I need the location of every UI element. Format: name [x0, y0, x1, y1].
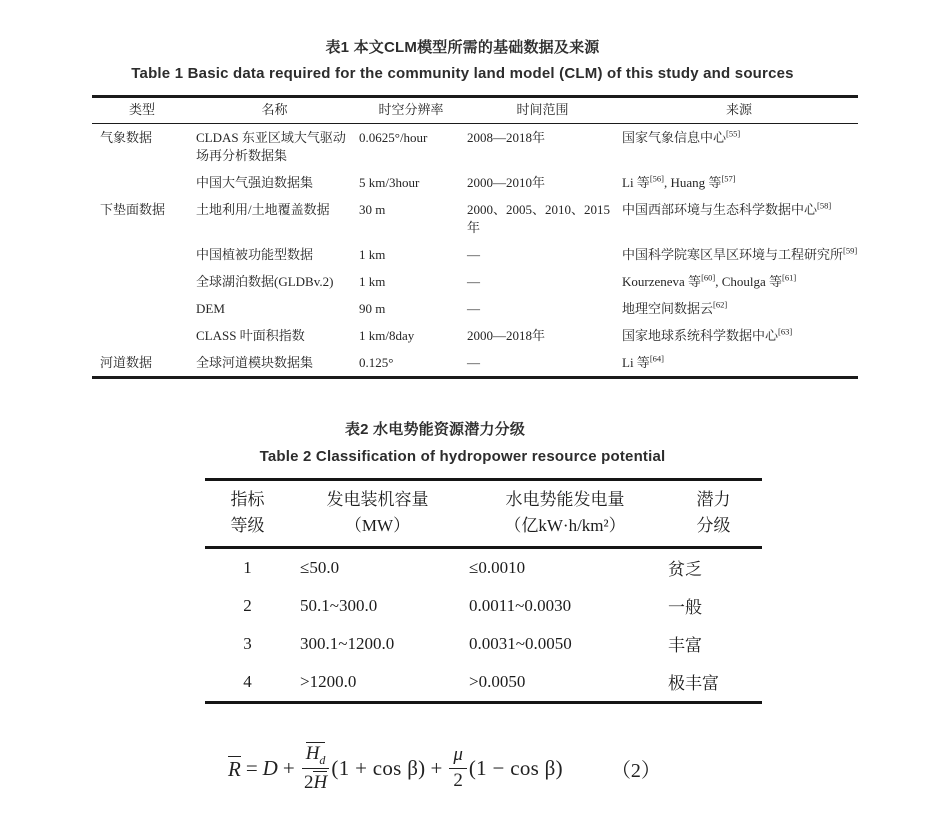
cell-grade: 1 — [243, 557, 252, 577]
table-row — [205, 548, 762, 588]
table2-title-en: Table 2 Classification of hydropower resource potential — [259, 448, 666, 465]
cell-grade: 3 — [243, 633, 252, 653]
cell-resolution: 5 km/3hour — [359, 175, 420, 190]
cell-type — [92, 169, 192, 196]
citation-ref: [61] — [782, 272, 797, 283]
header-line: 潜力 — [696, 490, 731, 509]
table2-header-grade — [205, 480, 290, 548]
cell-period: 2000、2005、2010、2015年 — [467, 202, 611, 235]
table2-header-potential — [665, 480, 762, 548]
header-line: （亿kW·h/km²） — [504, 516, 626, 535]
cell-source — [620, 349, 858, 378]
source-text: Li 等 — [622, 355, 650, 370]
cell-resolution: 1 km — [359, 274, 386, 289]
cell-name: 中国植被功能型数据 — [196, 247, 314, 262]
fraction-denominator — [304, 769, 327, 794]
table1-header-source: 来源 — [620, 97, 858, 124]
table2-header-capacity — [290, 480, 465, 548]
table-row — [92, 196, 858, 241]
header-line: 分级 — [696, 516, 731, 535]
table1-basic-data — [92, 95, 858, 379]
cell-type — [92, 295, 192, 322]
fraction-Hd-over-2H — [302, 742, 330, 794]
table1-header-type: 类型 — [92, 97, 192, 124]
source-text: 国家气象信息中心 — [622, 130, 727, 145]
cell-name: CLASS 叶面积指数 — [196, 328, 305, 343]
table1-header-name: 名称 — [192, 97, 357, 124]
cell-generation: >0.0050 — [469, 671, 526, 691]
citation-ref: [59] — [843, 245, 858, 256]
cell-resolution: 0.0625°/hour — [359, 130, 428, 145]
table1-header-period: 时间范围 — [465, 97, 620, 124]
cell-type — [92, 241, 192, 268]
cell-potential: 极丰富 — [668, 674, 719, 693]
cell-source — [620, 241, 858, 268]
table-row — [92, 349, 858, 378]
cell-type: 河道数据 — [100, 355, 153, 370]
cell-name: 全球河道模块数据集 — [196, 355, 314, 370]
cell-generation: ≤0.0010 — [469, 557, 526, 577]
cell-name: CLDAS 东亚区域大气驱动场再分析数据集 — [196, 130, 346, 163]
cell-period: 2000—2018年 — [467, 328, 546, 343]
table-row — [205, 625, 762, 663]
cell-period: — — [467, 355, 480, 370]
table1-title-en: Table 1 Basic data required for the community land model (CLM) of this study and sources — [131, 65, 794, 82]
cell-type: 气象数据 — [100, 130, 153, 145]
var-D: D — [262, 755, 278, 780]
cell-resolution: 90 m — [359, 301, 386, 316]
term-1-minus-cos-beta: (1 − cos β) — [468, 755, 563, 780]
cell-name: 中国大气强迫数据集 — [196, 175, 314, 190]
fraction-numerator — [302, 742, 330, 769]
table2-header-row — [205, 480, 762, 548]
cell-source — [620, 124, 858, 170]
table-row — [92, 124, 858, 170]
cell-potential: 贫乏 — [668, 560, 702, 579]
header-line: （MW） — [344, 516, 411, 535]
coefficient-2: 2 — [303, 772, 314, 794]
cell-generation: 0.0011~0.0030 — [469, 595, 572, 615]
cell-grade: 4 — [243, 671, 252, 691]
citation-ref: [62] — [713, 299, 728, 310]
citation-ref: [64] — [649, 353, 664, 364]
header-line: 水电势能发电量 — [505, 490, 625, 509]
header-line: 等级 — [230, 516, 265, 535]
cell-source — [620, 295, 858, 322]
cell-resolution: 0.125° — [359, 355, 394, 370]
table-row — [92, 322, 858, 349]
table1-title-zh: 表1 本文CLM模型所需的基础数据及来源 — [325, 39, 600, 56]
table-row — [92, 241, 858, 268]
cell-resolution: 1 km/8day — [359, 328, 415, 343]
plus-sign: + — [430, 755, 443, 780]
header-line: 发电装机容量 — [326, 490, 429, 509]
overline-Hd — [306, 742, 326, 766]
cell-potential: 丰富 — [668, 636, 702, 655]
cell-type: 下垫面数据 — [100, 202, 166, 217]
fraction-denominator: 2 — [453, 769, 463, 791]
table-row — [92, 295, 858, 322]
term-1-plus-cos-beta: (1 + cos β) — [331, 755, 426, 780]
table-row — [205, 587, 762, 625]
source-text: , Choulga 等 — [715, 274, 783, 289]
source-text: Li 等 — [622, 175, 650, 190]
cell-resolution: 30 m — [359, 202, 386, 217]
var-H-bar: H — [313, 772, 328, 794]
plus-sign: + — [282, 755, 295, 780]
cell-source — [620, 268, 858, 295]
citation-ref: [55] — [726, 128, 741, 139]
source-text: 中国西部环境与生态科学数据中心 — [622, 202, 818, 217]
table2-hydropower-classification — [205, 478, 762, 704]
table1-header-resolution: 时空分辨率 — [357, 97, 465, 124]
cell-type — [92, 268, 192, 295]
table-row — [92, 169, 858, 196]
table1-header-row — [92, 97, 858, 124]
fraction-mu-over-2 — [449, 745, 467, 792]
citation-ref: [56] — [649, 173, 664, 184]
cell-capacity: ≤50.0 — [300, 557, 340, 577]
cell-potential: 一般 — [668, 598, 702, 617]
citation-ref: [63] — [778, 326, 793, 337]
cell-source — [620, 322, 858, 349]
cell-source — [620, 196, 858, 241]
cell-capacity: 50.1~300.0 — [300, 595, 378, 615]
source-text: , Huang 等 — [663, 175, 722, 190]
cell-capacity: 300.1~1200.0 — [300, 633, 395, 653]
cell-period: 2008—2018年 — [467, 130, 546, 145]
source-text: 国家地球系统科学数据中心 — [622, 328, 779, 343]
cell-source — [620, 169, 858, 196]
table2-header-generation — [465, 480, 665, 548]
cell-resolution: 1 km — [359, 247, 386, 262]
cell-type — [92, 322, 192, 349]
fraction-numerator: μ — [449, 745, 467, 769]
source-text: Kourzeneva 等 — [622, 274, 702, 289]
table-row — [92, 268, 858, 295]
cell-name: 全球湖泊数据(GLDBv.2) — [196, 274, 334, 289]
equation-number: （2） — [610, 759, 661, 782]
var-H: H — [305, 742, 320, 764]
table-row — [205, 663, 762, 703]
cell-capacity: >1200.0 — [300, 671, 357, 691]
cell-period: — — [467, 301, 480, 316]
cell-period: — — [467, 274, 480, 289]
citation-ref: [57] — [721, 173, 736, 184]
cell-period: — — [467, 247, 480, 262]
table2-title-zh: 表2 水电势能资源潜力分级 — [344, 421, 526, 438]
citation-ref: [60] — [701, 272, 716, 283]
source-text: 中国科学院寒区旱区环境与工程研究所 — [622, 247, 844, 262]
cell-name: 土地利用/土地覆盖数据 — [196, 202, 330, 217]
cell-period: 2000—2010年 — [467, 175, 546, 190]
cell-generation: 0.0031~0.0050 — [469, 633, 572, 653]
var-R-bar: R — [228, 756, 241, 781]
subscript-d: d — [319, 752, 326, 767]
equals-sign: = — [245, 755, 258, 780]
cell-name: DEM — [196, 301, 225, 316]
equation-2 — [228, 733, 661, 803]
cell-grade: 2 — [243, 595, 252, 615]
citation-ref: [58] — [817, 200, 832, 211]
header-line: 指标 — [230, 490, 265, 509]
source-text: 地理空间数据云 — [622, 301, 714, 316]
